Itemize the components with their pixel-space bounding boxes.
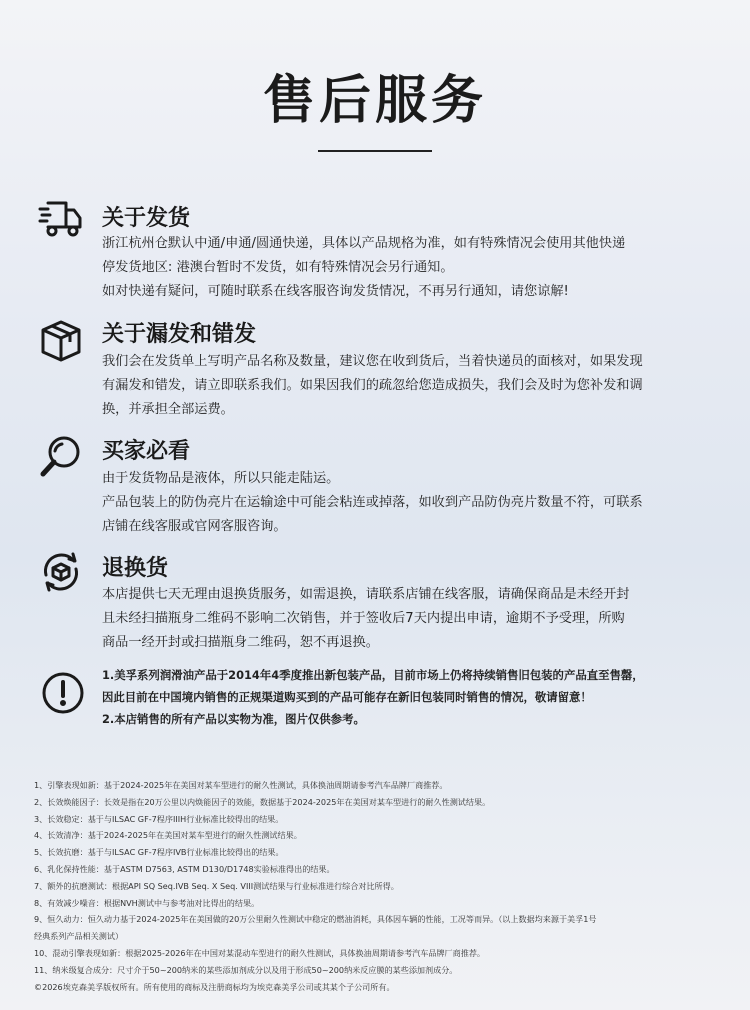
body-line: 本店提供七天无理由退换货服务，如需退换，请联系店铺在线客服，请确保商品是未经开封 [102, 587, 630, 602]
footnote: 10、混动引擎表现如新：根据2025-2026年在中国对某混动车型进行的耐久性测试，具体换油周期请参考汽车品牌厂商推荐。 [34, 947, 486, 958]
delivery-truck-icon [38, 195, 84, 241]
page-title: 售后服务 [262, 71, 487, 131]
section-title: 退换货 [102, 556, 169, 581]
body-line: 换，并承担全部运费。 [102, 402, 234, 417]
magnifier-icon [38, 434, 84, 480]
section-title: 关于发货 [102, 206, 191, 231]
footnote: 3、长效稳定：基于与ILSAC GF-7程序IIIH行业标准比较得出的结果。 [34, 813, 284, 824]
footnote: 6、乳化保持性能：基于ASTM D7563, ASTM D130/D1748实验标准得出的结果。 [34, 863, 335, 874]
section-body [102, 467, 722, 539]
body-line: 产品包装上的防伪亮片在运输途中可能会粘连或掉落，如收到产品防伪亮片数量不符，可联系 [102, 495, 643, 510]
return-exchange-icon [38, 549, 84, 595]
package-box-icon [38, 318, 84, 364]
section-title: 关于漏发和错发 [102, 322, 257, 347]
notice-line: 2.本店销售的所有产品以实物为准，图片仅供参考。 [102, 712, 365, 726]
footnote: 1、引擎表现如新：基于2024-2025年在美国对某车型进行的耐久性测试，具体换油周期请参考汽车品牌厂商推荐。 [34, 780, 448, 790]
section-body [102, 232, 722, 304]
section-body [102, 583, 722, 655]
footnote: 8、有效减少噪音：根据NVH测试中与参考油对比得出的结果。 [34, 897, 260, 908]
body-line: 如对快递有疑问，可随时联系在线客服咨询发货情况，不再另行通知，请您谅解! [102, 284, 569, 299]
footnotes [34, 777, 724, 995]
body-line: 由于发货物品是液体，所以只能走陆运。 [102, 471, 340, 486]
copyright: ©2026埃克森美孚版权所有。所有使用的商标及注册商标均为埃克森美孚公司或其某个子公司所有。 [34, 981, 395, 992]
notice-line: 因此目前在中国境内销售的正规渠道购买到的产品可能存在新旧包装同时销售的情况，敬请留意！ [102, 690, 592, 704]
body-line: 店铺在线客服或官网客服咨询。 [102, 519, 287, 534]
footnote: 11、纳米级复合成分：尺寸介于50~200纳米的某些添加剂成分以及用于形成50~200纳米反应膜的某些添加剂成分。 [34, 964, 458, 975]
body-line: 浙江杭州仓默认中通/申通/圆通快递，具体以产品规格为准，如有特殊情况会使用其他快递 [102, 236, 626, 251]
body-line: 停发货地区: 港澳台暂时不发货，如有特殊情况会另行通知。 [102, 260, 454, 275]
body-line: 我们会在发货单上写明产品名称及数量，建议您在收到货后，当着快递员的面核对，如果发现 [102, 354, 643, 369]
notice-line: 1.美孚系列润滑油产品于2014年4季度推出新包装产品，目前市场上仍将持续销售旧包装的产品直至售罄， [102, 668, 644, 682]
footnote: 2、长效焕能因子：长效是指在20万公里以内焕能因子的效能，数据基于2024-2025年在美国对某车型进行的耐久性测试结果。 [34, 796, 491, 807]
footnote: 5、长效抗磨：基于与ILSAC GF-7程序IVB行业标准比较得出的结果。 [34, 847, 284, 858]
body-line: 有漏发和错发，请立即联系我们。如果因我们的疏忽给您造成损失，我们会及时为您补发和调 [102, 378, 643, 393]
section-body [102, 350, 722, 422]
exclamation-icon [40, 670, 84, 714]
section-title: 买家必看 [102, 439, 191, 464]
notice-text [102, 664, 722, 730]
footnote: 7、额外的抗磨测试：根据API SQ Seq.IVB Seq. X Seq. VIII测试结果与行业标准进行综合对比所得。 [34, 880, 399, 891]
title-divider [318, 150, 432, 152]
body-line: 且未经扫描瓶身二维码不影响二次销售，并于签收后7天内提出申请，逾期不予受理，所购 [102, 611, 625, 626]
footnote: 9、恒久动力：恒久动力基于2024-2025年在美国做的20万公里耐久性测试中稳定的燃油消耗，具体因车辆的性能，工况等而异。（以上数据均来源于美孚1号 [34, 914, 597, 925]
footnote: 经典系列产品相关测试） [34, 931, 124, 942]
footnote: 4、长效清净：基于2024-2025年在美国对某车型进行的耐久性测试结果。 [34, 830, 302, 841]
body-line: 商品一经开封或扫描瓶身二维码，恕不再退换。 [102, 635, 379, 650]
